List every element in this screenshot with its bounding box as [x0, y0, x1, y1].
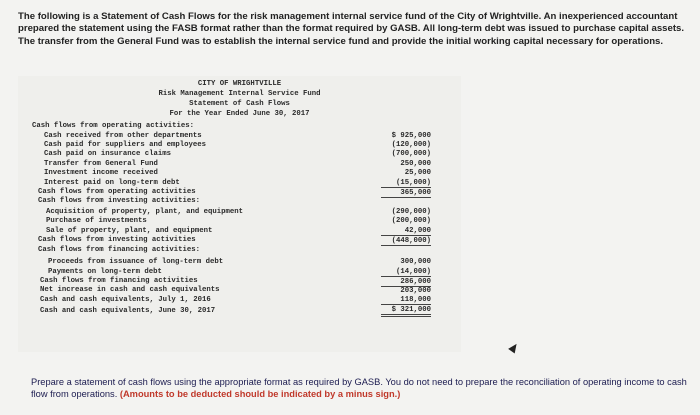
statement-row-label: Purchase of investments [46, 217, 147, 225]
statement-row-amount: 42,000 [381, 227, 431, 236]
statement-row-label: Cash flows from financing activities: [38, 246, 201, 254]
statement-row-amount: (14,000) [381, 268, 431, 277]
statement-row-label: Proceeds from issuance of long-term debt [48, 258, 224, 266]
statement-row-amount: $ 925,000 [391, 132, 431, 140]
statement-row-label: Cash flows from operating activities: [32, 122, 195, 130]
statement-header-fund: Risk Management Internal Service Fund [158, 90, 321, 98]
statement-row-amount: (700,000) [391, 150, 431, 158]
statement-row-label: Cash paid for suppliers and employees [44, 141, 207, 149]
cash-flow-statement [18, 76, 461, 352]
statement-subtotal: (448,000) [381, 237, 431, 246]
statement-row-label: Interest paid on long-term debt [44, 179, 180, 187]
statement-row-label: Cash flows from operating activities [38, 188, 196, 196]
statement-row-label: Transfer from General Fund [44, 160, 158, 168]
statement-row-label: Cash flows from financing activities [40, 277, 198, 285]
statement-row-label: Sale of property, plant, and equipment [46, 227, 213, 235]
statement-row-amount: 250,000 [400, 160, 431, 168]
statement-row-amount: 300,000 [400, 258, 431, 266]
statement-subtotal: 365,000 [381, 189, 431, 198]
statement-row-amount: 25,000 [404, 169, 431, 177]
statement-row-label: Cash paid on insurance claims [44, 150, 171, 158]
statement-header-title: Statement of Cash Flows [189, 100, 290, 108]
instructions-text: Prepare a statement of cash flows using the appropriate format as required by GASB. You do not need to prepare the reconciliation of operating income to cash flow from operations. [31, 377, 687, 399]
statement-row-label: Acquisition of property, plant, and equipment [46, 208, 244, 216]
instructions [31, 377, 691, 400]
statement-row-amount: (290,000) [391, 208, 431, 216]
statement-row-amount: (15,000) [381, 179, 431, 188]
statement-row-label: Cash flows from investing activities: [38, 197, 201, 205]
mouse-pointer-icon [508, 342, 520, 354]
problem-intro: The following is a Statement of Cash Flows for the risk management internal service fund of the City of Wrightville. An inexperienced accountant prepared the statement using the FASB format rather than the format required by GASB. All long-term debt was issued to purchase capital assets. The transfer from the General Fund was to establish the internal service fund and provide the initial working capital necessary for operations. [18, 11, 685, 47]
statement-total: $ 321,000 [381, 306, 431, 317]
statement-row-label: Cash flows from investing activities [38, 236, 196, 244]
statement-row-amount: 118,000 [381, 296, 431, 305]
statement-row-amount: 203,000 [400, 287, 431, 295]
statement-header-city: CITY OF WRIGHTVILLE [197, 80, 282, 88]
statement-row-label: Net increase in cash and cash equivalents [40, 286, 220, 294]
instructions-note: (Amounts to be deducted should be indicated by a minus sign.) [119, 388, 401, 399]
statement-header-period: For the Year Ended June 30, 2017 [169, 110, 310, 118]
statement-row-label: Cash and cash equivalents, July 1, 2016 [40, 296, 211, 304]
statement-subtotal: 286,000 [381, 278, 431, 287]
statement-row-label: Payments on long-term debt [48, 268, 162, 276]
statement-row-amount: (120,000) [391, 141, 431, 149]
statement-row-label: Cash received from other departments [44, 132, 202, 140]
statement-row-label: Cash and cash equivalents, June 30, 2017 [40, 307, 216, 315]
statement-row-label: Investment income received [44, 169, 158, 177]
statement-row-amount: (200,000) [391, 217, 431, 225]
